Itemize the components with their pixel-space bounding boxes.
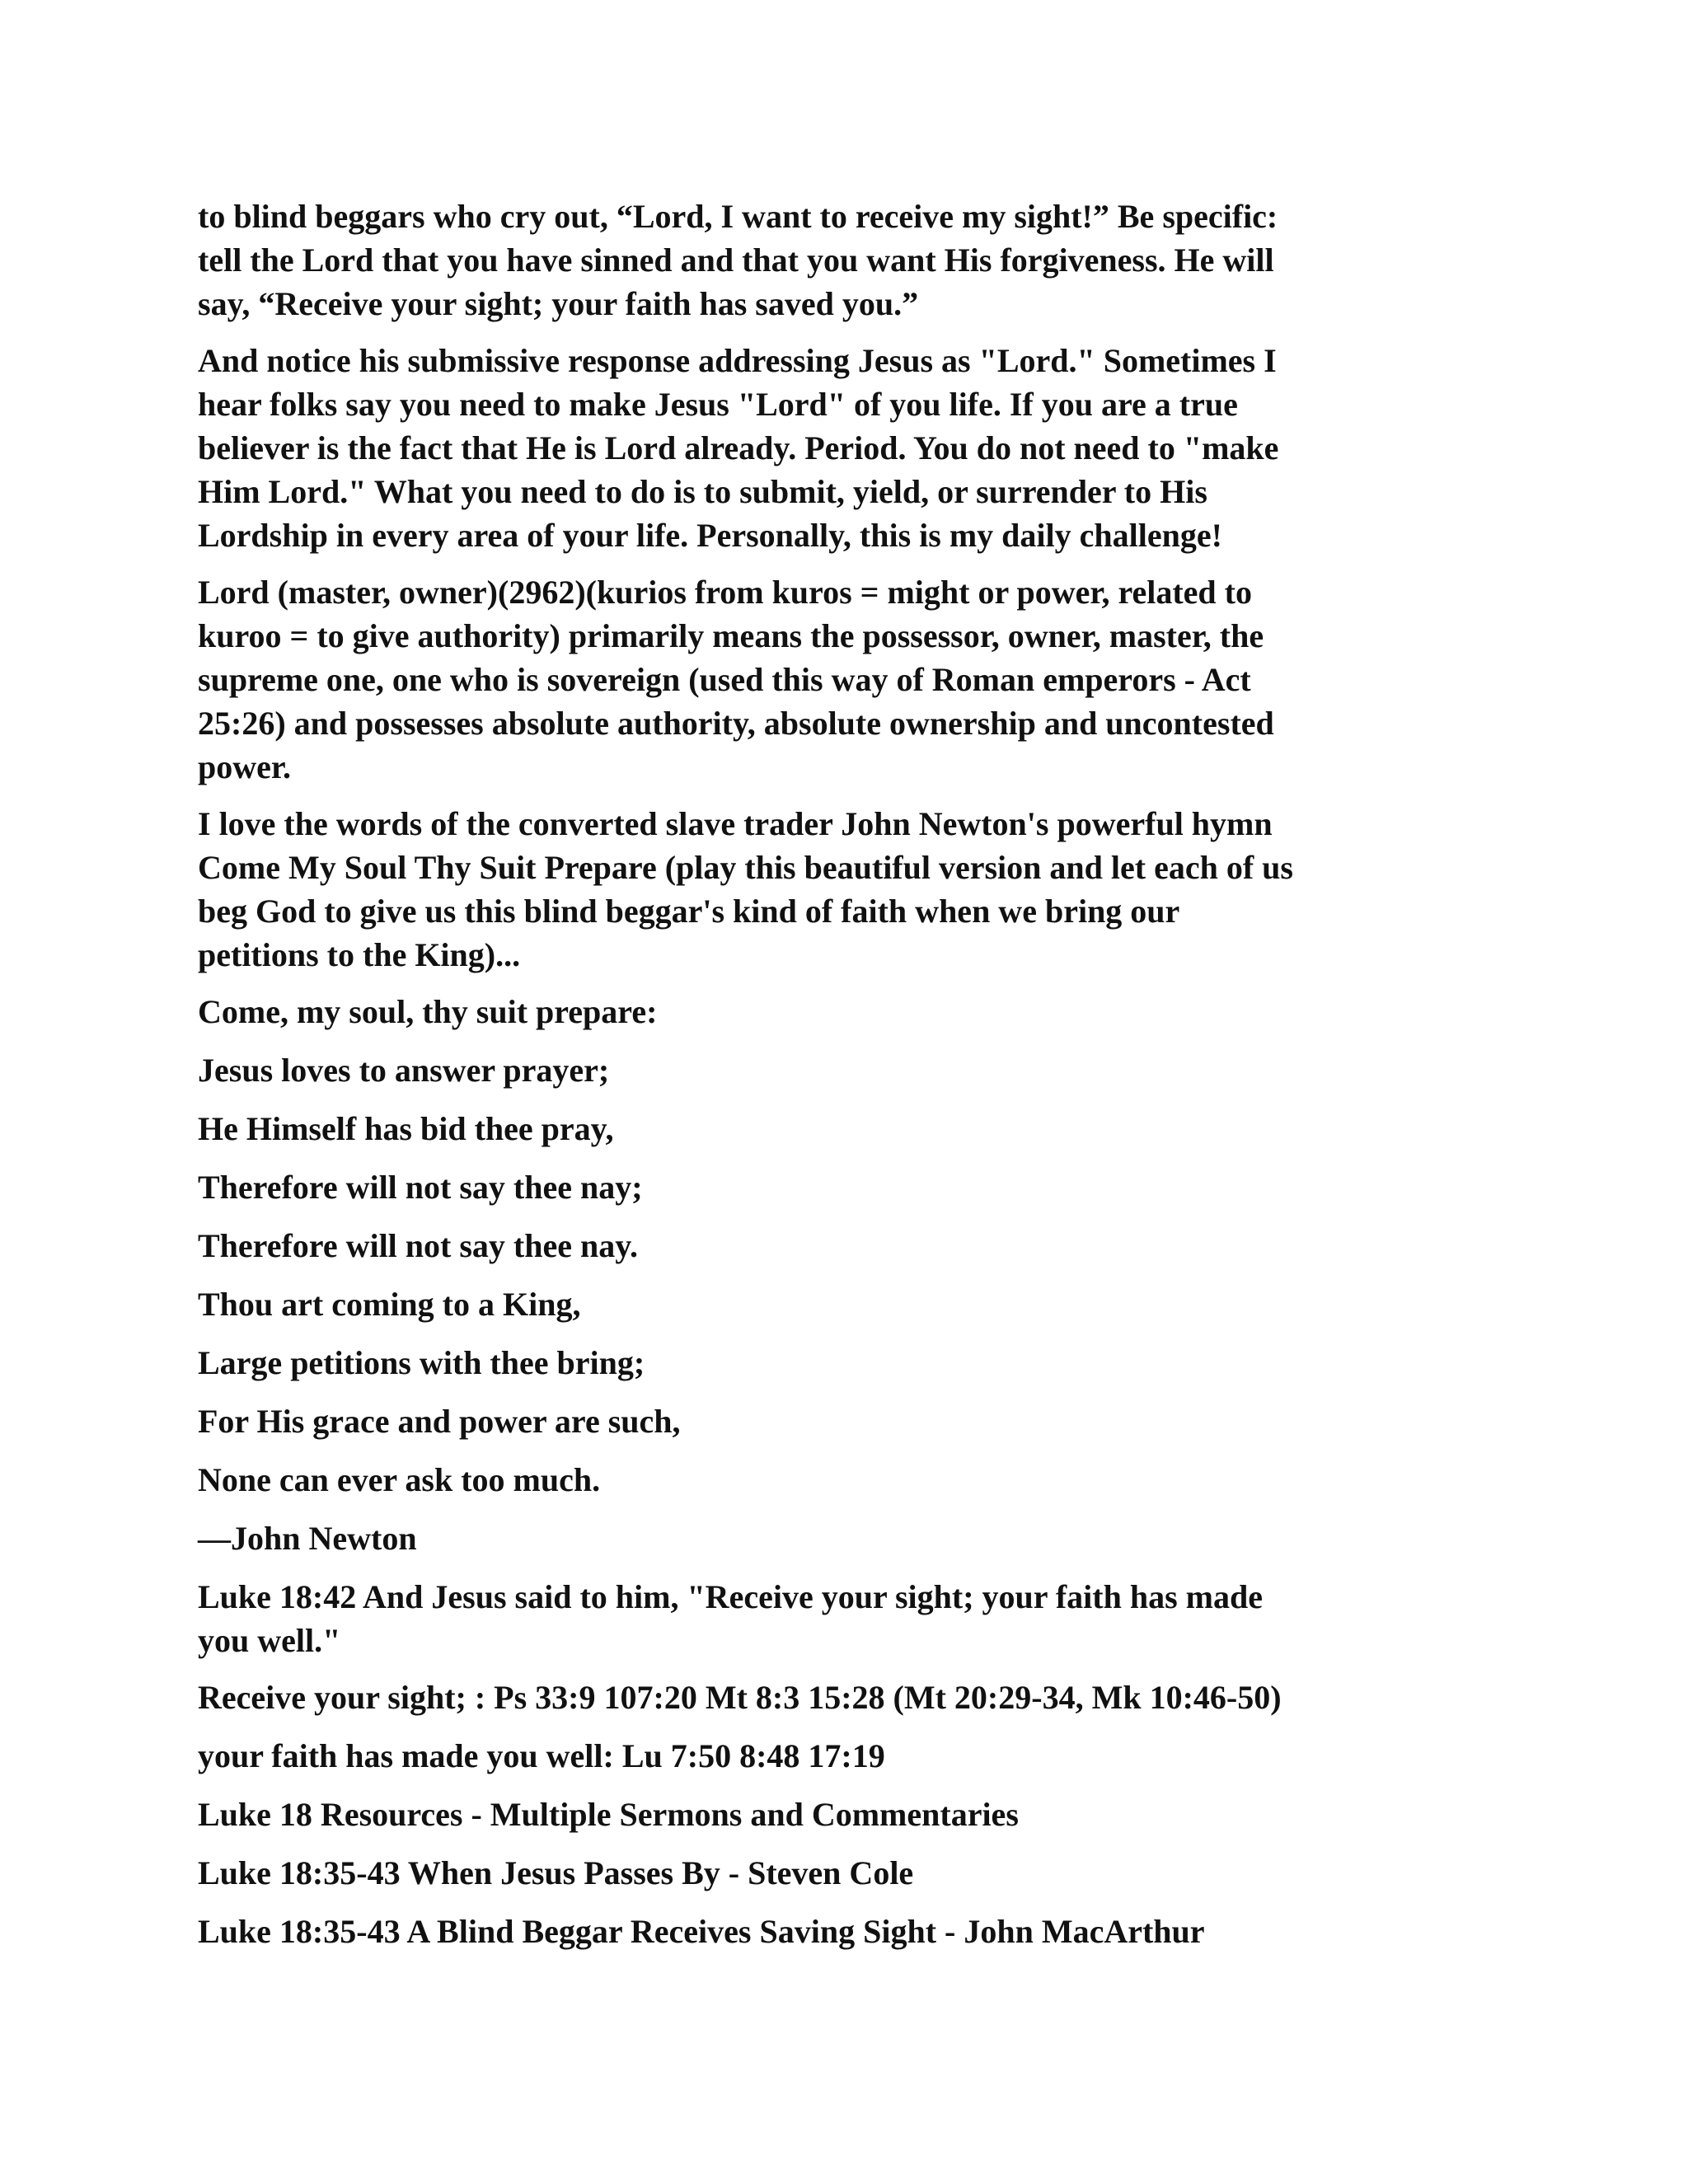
hymn-line: Large petitions with thee bring; (198, 1344, 645, 1381)
hymn-line: Thou art coming to a King, (198, 1286, 581, 1323)
verse-luke-18-42 (198, 1575, 1500, 1662)
text-line: believer is the fact that He is Lord already. Period. You do not need to "make (198, 429, 1279, 466)
hymn-line: None can ever ask too much. (198, 1461, 601, 1498)
text-line: Lord (master, owner)(2962)(kurios from kuros = might or power, related to (198, 574, 1252, 611)
hymn-line: Come, my soul, thy suit prepare: (198, 993, 658, 1030)
text-line: Luke 18:42 And Jesus said to him, "Receive your sight; your faith has made (198, 1578, 1263, 1615)
text-line: And notice his submissive response addressing Jesus as "Lord." Sometimes I (198, 342, 1277, 379)
text-line: tell the Lord that you have sinned and that you want His forgiveness. He will (198, 241, 1274, 279)
paragraph-receive-sight (198, 194, 1500, 326)
paragraph-newton-hymn-intro (198, 802, 1500, 977)
text-line: say, “Receive your sight; your faith has saved you.” (198, 285, 919, 322)
resource-link[interactable]: Luke 18:35-43 When Jesus Passes By - Steven Cole (198, 1854, 914, 1891)
text-line: you well." (198, 1622, 341, 1659)
resource-link[interactable]: Luke 18 Resources - Multiple Sermons and Commentaries (198, 1796, 1019, 1833)
document-page (198, 194, 1500, 1968)
text-line: kuroo = to give authority) primarily means the possessor, owner, master, the (198, 617, 1264, 654)
hymn-line: For His grace and power are such, (198, 1403, 681, 1440)
reference-list (198, 1675, 1500, 1953)
text-line: I love the words of the converted slave trader John Newton's powerful hymn (198, 805, 1273, 842)
text-line: Him Lord." What you need to do is to submit, yield, or surrender to His (198, 473, 1207, 510)
text-line: Lordship in every area of your life. Personally, this is my daily challenge! (198, 517, 1222, 554)
text-line: hear folks say you need to make Jesus "Lord" of you life. If you are a true (198, 386, 1238, 423)
text-line: petitions to the King)... (198, 936, 521, 973)
paragraph-kurios-definition (198, 570, 1500, 789)
hymn-attribution: —John Newton (198, 1520, 417, 1557)
paragraph-lordship (198, 339, 1500, 557)
cross-reference-line: your faith has made you well: Lu 7:50 8:48 17:19 (198, 1737, 885, 1774)
hymn-line: Jesus loves to answer prayer; (198, 1052, 610, 1089)
hymn-stanza (198, 990, 1500, 1560)
text-line: power. (198, 748, 291, 785)
text-line: 25:26) and possesses absolute authority, absolute ownership and uncontested (198, 705, 1274, 742)
text-line: supreme one, one who is sovereign (used this way of Roman emperors - Act (198, 661, 1251, 698)
text-line: beg God to give us this blind beggar's kind of faith when we bring our (198, 893, 1180, 930)
hymn-line: Therefore will not say thee nay; (198, 1169, 643, 1206)
cross-reference-line: Receive your sight; : Ps 33:9 107:20 Mt 8:3 15:28 (Mt 20:29-34, Mk 10:46-50) (198, 1679, 1282, 1716)
hymn-line: He Himself has bid thee pray, (198, 1110, 614, 1147)
text-line: to blind beggars who cry out, “Lord, I want to receive my sight!” Be specific: (198, 198, 1278, 235)
hymn-line: Therefore will not say thee nay. (198, 1227, 639, 1264)
text-line: Come My Soul Thy Suit Prepare (play this beautiful version and let each of us (198, 849, 1293, 886)
resource-link[interactable]: Luke 18:35-43 A Blind Beggar Receives Saving Sight - John MacArthur (198, 1913, 1205, 1950)
